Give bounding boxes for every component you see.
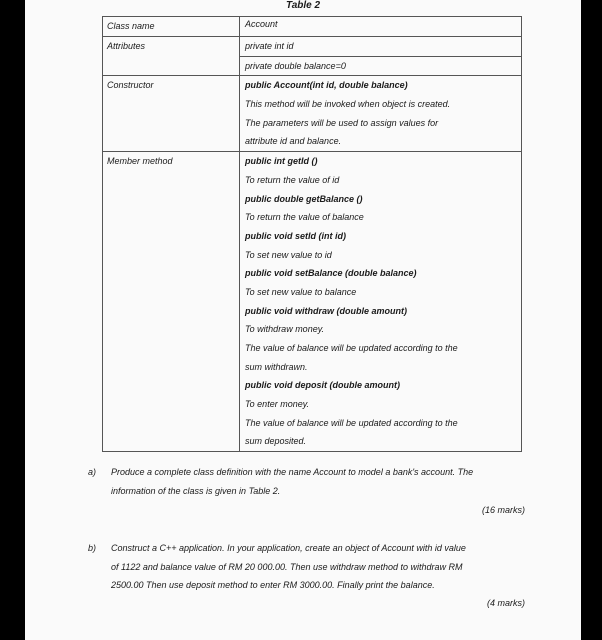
question-label: b) xyxy=(88,543,97,553)
attributes-label: Attributes xyxy=(103,37,240,76)
question-label: a) xyxy=(88,467,97,477)
member-method-label: Member method xyxy=(103,152,240,452)
member-methods-cell xyxy=(240,152,522,452)
method-signature: public void setBalance (double balance) xyxy=(245,268,417,279)
method-description-line: To enter money. xyxy=(245,399,310,410)
question-line: 2500.00 Then use deposit method to enter RM 3000.00. Finally print the balance. xyxy=(111,580,435,590)
marks-b: (4 marks) xyxy=(487,598,525,608)
document-page xyxy=(25,0,581,640)
constructor-signature: public Account(int id, double balance) xyxy=(245,80,408,91)
method-description-line: To return the value of id xyxy=(245,174,340,185)
constructor-description-line: The parameters will be used to assign values for xyxy=(245,117,439,128)
class-name-value: Account xyxy=(245,19,278,29)
attribute-item: private int id xyxy=(240,37,521,57)
table-row xyxy=(103,76,522,152)
constructor-description-line: This method will be invoked when object is created. xyxy=(245,99,451,110)
question-text xyxy=(111,463,558,500)
question-line: of 1122 and balance value of RM 20 000.00. Then use withdraw method to withdraw RM xyxy=(111,561,463,572)
method-description-line: To withdraw money. xyxy=(245,324,325,335)
attribute-item: private double balance=0 xyxy=(245,60,346,71)
table-row xyxy=(103,17,522,37)
constructor-description-line: attribute id and balance. xyxy=(245,136,342,147)
method-description-line: To set new value to id xyxy=(245,249,332,260)
question-line: information of the class is given in Table 2. xyxy=(111,485,281,496)
table-row xyxy=(103,152,522,452)
method-description-line: To set new value to balance xyxy=(245,286,357,297)
class-name-label: Class name xyxy=(103,17,240,37)
method-description-line: The value of balance will be updated according to the xyxy=(245,417,458,428)
method-description-line: sum withdrawn. xyxy=(245,361,308,372)
method-signature: public double getBalance () xyxy=(245,193,363,204)
method-description-line: To return the value of balance xyxy=(245,212,364,223)
table-row xyxy=(103,37,522,76)
constructor-label: Constructor xyxy=(103,76,240,152)
question-b xyxy=(88,539,558,595)
method-signature: public void setId (int id) xyxy=(245,230,346,241)
question-text xyxy=(111,539,558,595)
marks-a: (16 marks) xyxy=(481,505,525,515)
question-a xyxy=(88,463,558,500)
method-signature: public void deposit (double amount) xyxy=(245,380,400,391)
method-description-line: sum deposited. xyxy=(245,436,307,447)
class-spec-table xyxy=(102,16,522,452)
method-signature: public void withdraw (double amount) xyxy=(245,305,407,316)
question-line: Produce a complete class definition with the name Account to model a bank's account. The xyxy=(111,467,474,477)
table-title: Table 2 xyxy=(285,0,321,11)
question-line: Construct a C++ application. In your application, create an object of Account with id value xyxy=(111,543,466,553)
method-description-line: The value of balance will be updated according to the xyxy=(245,343,458,353)
method-signature: public int getId () xyxy=(245,156,318,167)
